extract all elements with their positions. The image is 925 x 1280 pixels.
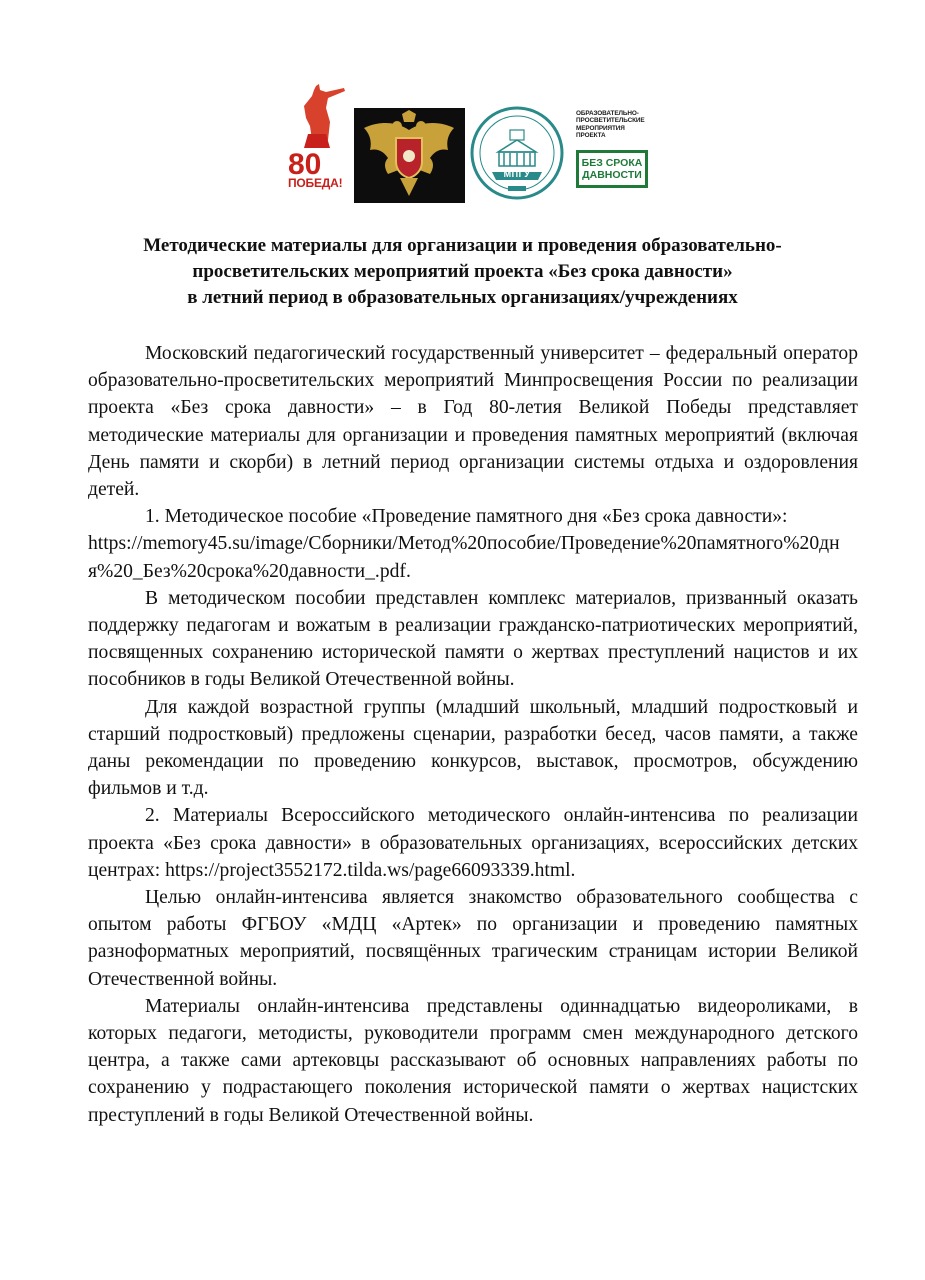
pobeda-label: ПОБЕДА!: [288, 176, 343, 190]
paragraph-manual-description: В методическом пособии представлен комплекс материалов, призванный оказать поддержку педагогам и вожатым в реализации гражданско-патриотических мероприятий, посвященных сохранению исторической памяти о жертвах преступлений нацистов и их пособников в годы Великой Отечественной войны.: [88, 587, 858, 691]
document-title: [60, 233, 865, 311]
svg-text:80: 80: [288, 148, 322, 181]
bsd-heading: ОБРАЗОВАТЕЛЬНО-ПРОСВЕТИТЕЛЬСКИЕ МЕРОПРИЯТИЯ ПРОЕКТА: [576, 110, 645, 140]
double-headed-eagle-icon: [354, 108, 465, 203]
paragraph-intensive-materials: Материалы онлайн-интенсива представлены одиннадцатью видеороликами, в которых педагоги, методисты, руководители программ смен международного детского центра, а также сами артековцы рассказывают об основных направлениях работы по сохранению у подрастающего поколения исторической памяти о жертвах нацистских преступлений в годы Великой Отечественной войны.: [88, 995, 858, 1126]
bez-sroka-davnosti-logo: [576, 110, 654, 200]
logo-row: [0, 82, 925, 204]
mpgu-label: МПГУ: [503, 169, 531, 179]
memory45-link[interactable]: https://memory45.su/image/Сборники/Метод%20пособие/Проведение%20памятного%20дня%20_Без%20срока%20давности_.pdf.: [88, 533, 840, 582]
title-line: просветительских мероприятий проекта «Без срока давности»: [192, 261, 733, 282]
ministry-emblem-logo: [354, 108, 465, 203]
title-line: Методические материалы для организации и проведения образовательно-: [143, 235, 782, 256]
paragraph-age-groups: Для каждой возрастной группы (младший школьный, младший подростковый и старший подростковый) предложены сценарии, разработки бесед, часов памяти, а также даны рекомендации по проведению конкурсов, выставок, просмотров, обсуждению фильмов и т.д.: [88, 696, 858, 800]
university-building-icon: [470, 106, 564, 200]
paragraph-intensive-goal: Целью онлайн-интенсива является знакомство образовательного сообщества с опытом работы ФГБОУ «МДЦ «Артек» по организации и проведению памятных разноформатных мероприятий, посвящённых трагическим страницам истории Великой Отечественной войны.: [88, 887, 858, 990]
title-line: в летний период в образовательных организациях/учреждениях: [187, 287, 738, 308]
paragraph-item-1: [88, 503, 858, 530]
paragraph-intro: Московский педагогический государственный университет – федеральный оператор образовательно-просветительских мероприятий Минпросвещения России по реализации проекта «Без срока давности» – в Год 80-летия Великой Победы представляет методические материалы для организации и проведения памятных мероприятий (включая День памяти и скорби) в летний период организации системы отдыха и оздоровления детей.: [88, 343, 858, 501]
victory-80-logo: [286, 82, 348, 194]
document-body: [88, 340, 858, 1129]
item-1-text: 1. Методическое пособие «Проведение памятного дня «Без срока давности»:: [145, 506, 788, 528]
mpgu-logo: [470, 106, 564, 200]
bsd-box-label: БЕЗ СРОКА ДАВНОСТИ: [576, 150, 648, 188]
paragraph-item-2: 2. Материалы Всероссийского методического онлайн-интенсива по реализации проекта «Без срока давности» в образовательных организациях, всероссийских детских центрах: https://project3552172.tilda.ws/page66093339.html.: [88, 805, 858, 881]
